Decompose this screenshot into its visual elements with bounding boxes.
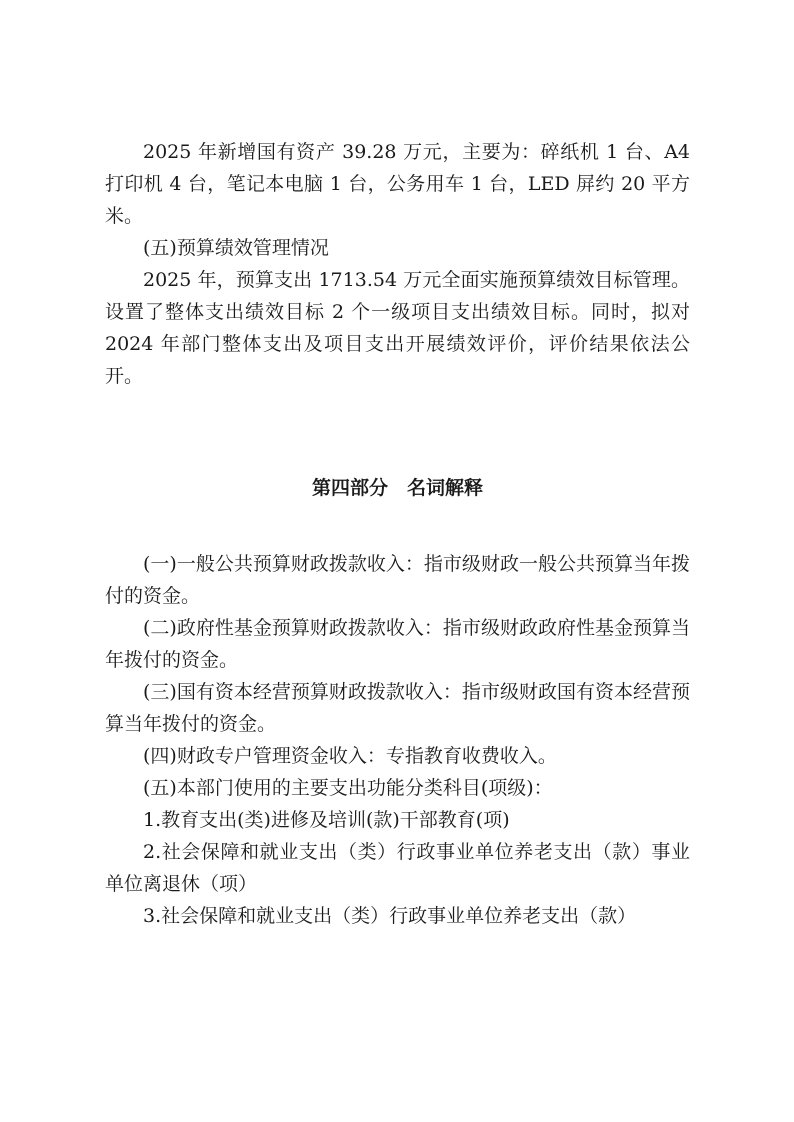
assets-and-performance-section [105, 136, 690, 392]
section-heading: 第四部分 名词解释 [311, 477, 483, 499]
glossary-subitem: 2.社会保障和就业支出（类）行政事业单位养老支出（款）事业单位离退休（项） [105, 841, 690, 895]
performance-subheading: (五)预算绩效管理情况 [143, 237, 329, 259]
glossary-item: (四)财政专户管理资金收入：专指教育收费收入。 [143, 745, 557, 767]
glossary-item: (三)国有资本经营预算财政拨款收入：指市级财政国有资本经营预算当年拨付的资金。 [105, 681, 690, 735]
glossary-item: (五)本部门使用的主要支出功能分类科目(项级)： [143, 777, 553, 799]
performance-paragraph: 2025 年，预算支出 1713.54 万元全面实施预算绩效目标管理。设置了整体支出绩效目标 2 个一级项目支出绩效目标。同时，拟对 2024 年部门整体支出及项目支出开展绩效评价，评价结果依法公开。 [105, 269, 690, 387]
glossary-section [105, 548, 690, 932]
glossary-item: (二)政府性基金预算财政拨款收入：指市级财政政府性基金预算当年拨付的资金。 [105, 617, 690, 671]
glossary-item: (一)一般公共预算财政拨款收入：指市级财政一般公共预算当年拨付的资金。 [105, 553, 690, 607]
glossary-subitem: 1.教育支出(类)进修及培训(款)干部教育(项) [143, 809, 510, 831]
glossary-subitem: 3.社会保障和就业支出（类）行政事业单位养老支出（款） [143, 905, 637, 927]
new-assets-paragraph: 2025 年新增国有资产 39.28 万元，主要为：碎纸机 1 台、A4 打印机 4 台，笔记本电脑 1 台，公务用车 1 台，LED 屏约 20 平方米。 [105, 141, 690, 227]
